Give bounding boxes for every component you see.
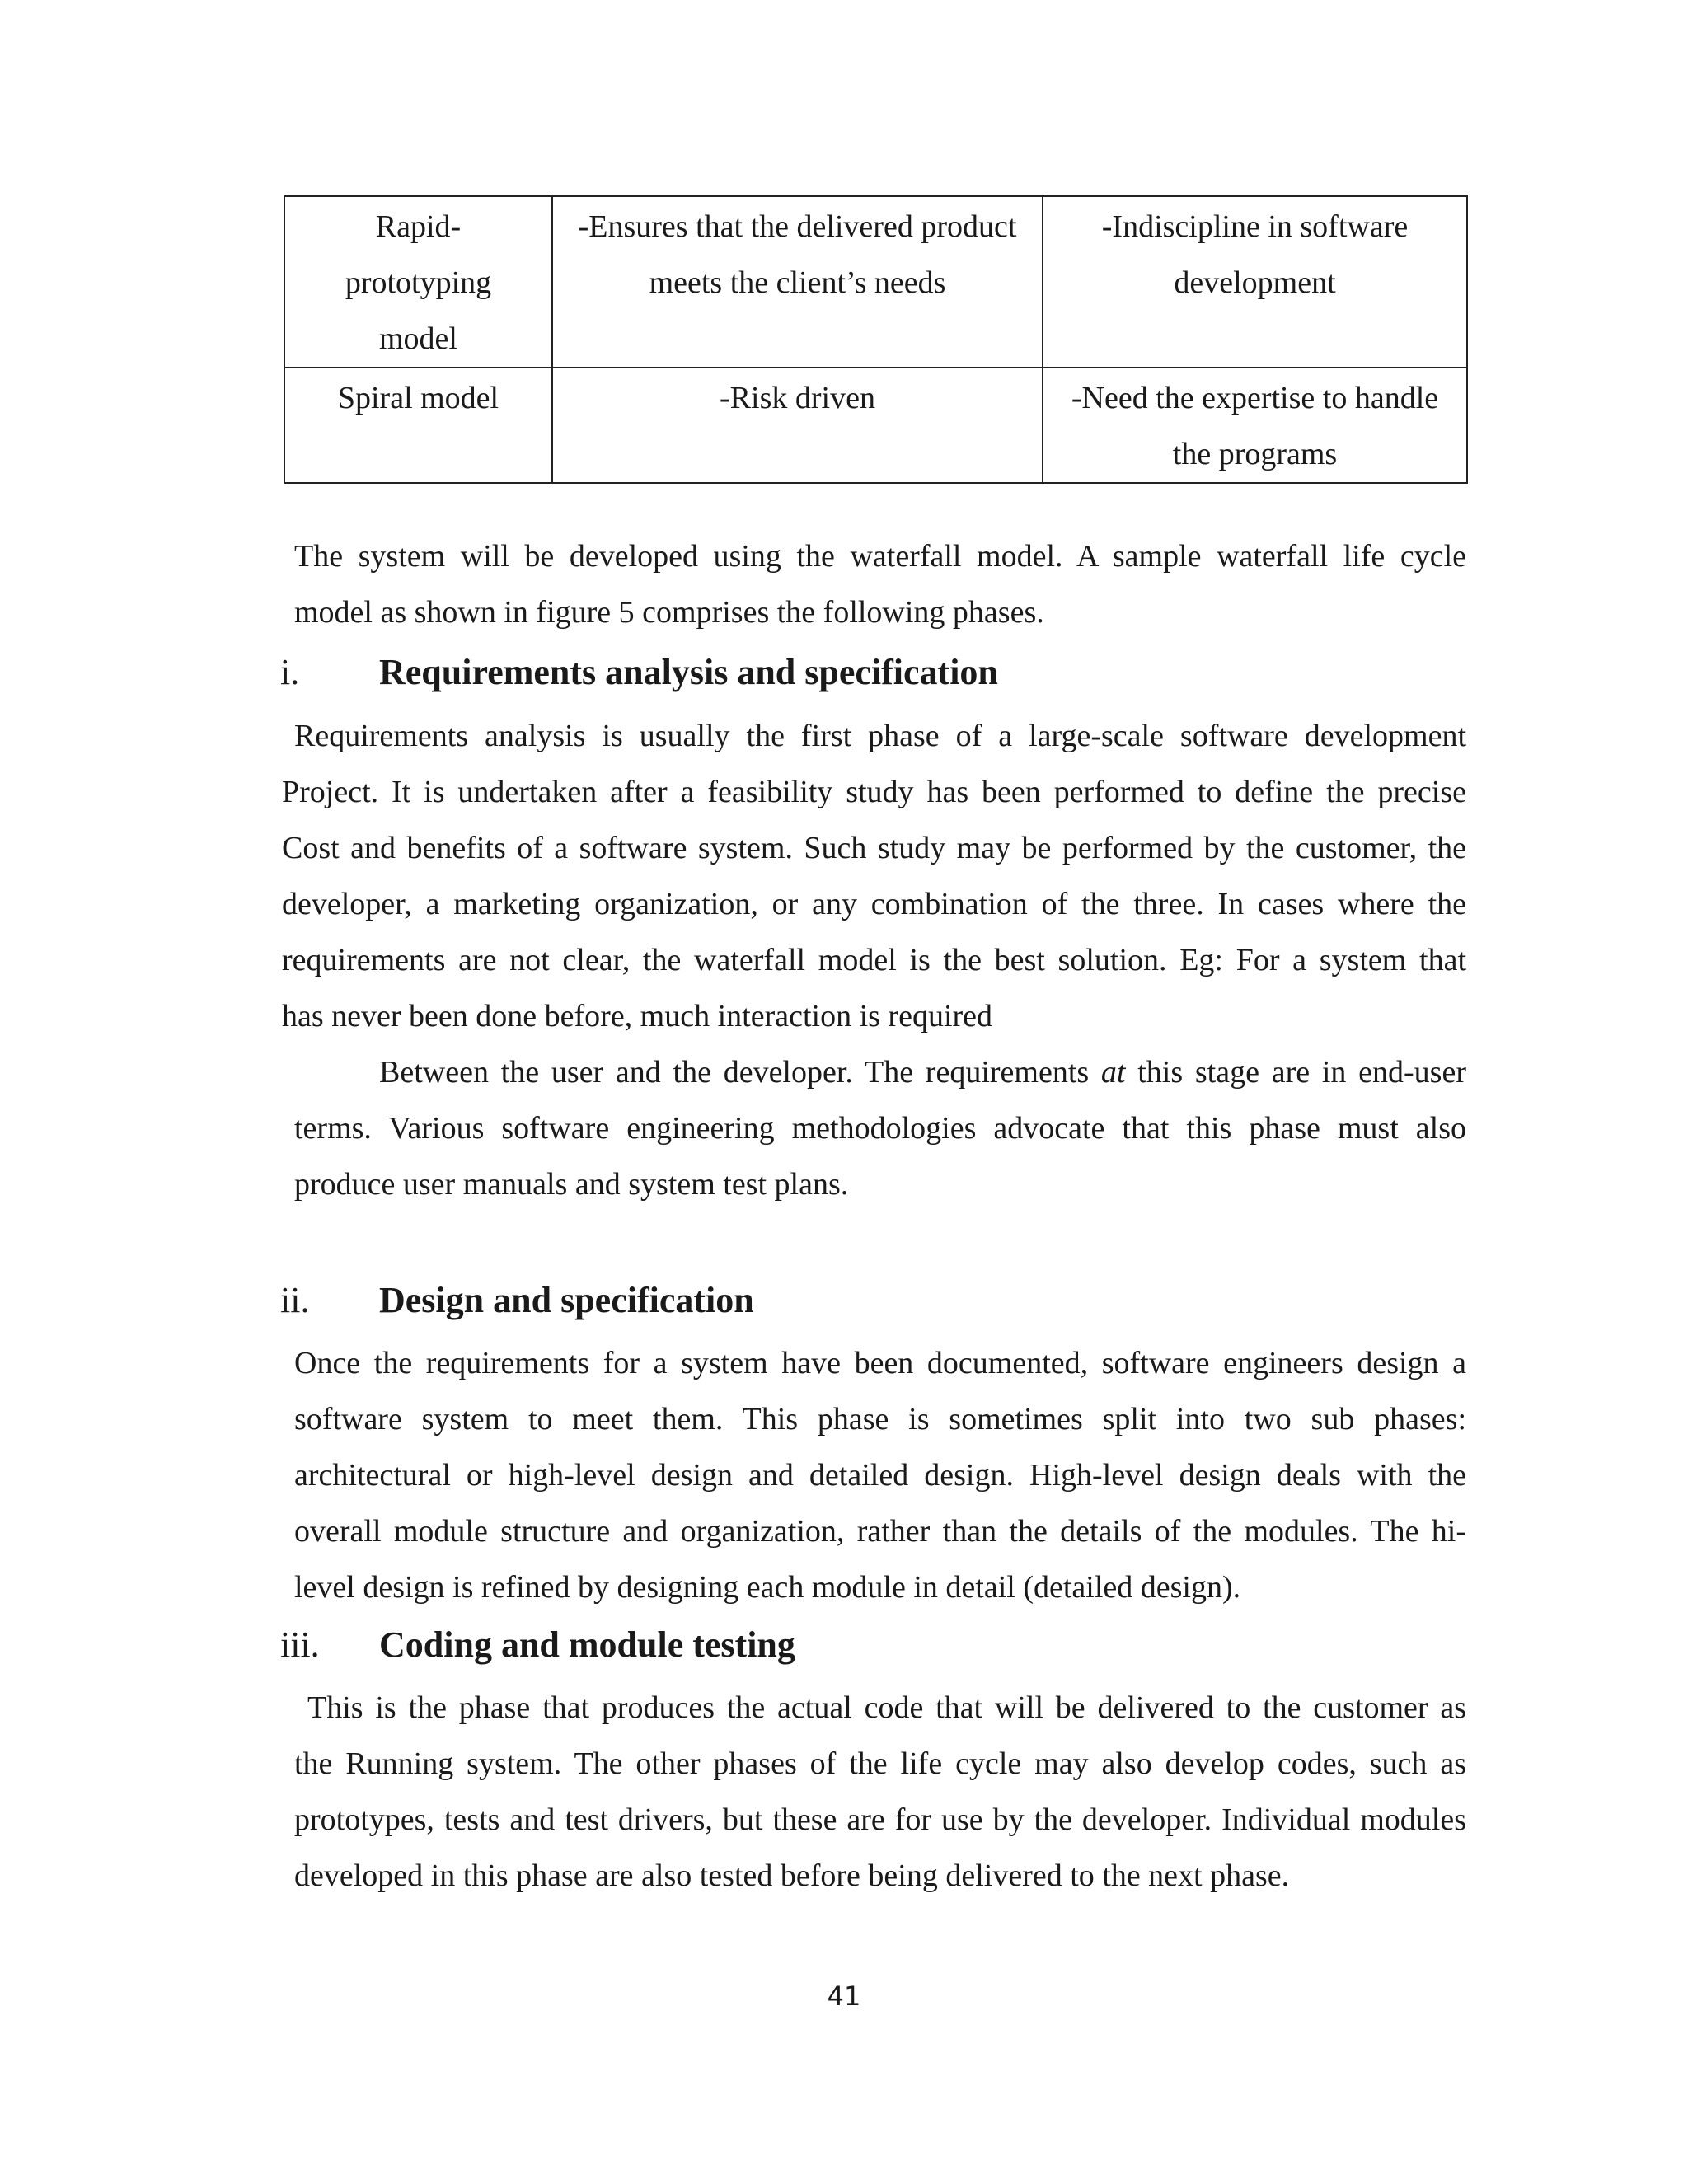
text-line: requirements are not clear, the waterfall model is the best solution. Eg: For a system that	[282, 943, 1466, 977]
section-number: i.	[280, 652, 300, 692]
advantage-cell	[552, 196, 1043, 368]
text-line: model as shown in figure 5 comprises the following phases.	[294, 595, 1044, 630]
text-line: Cost and benefits of a software system. Such study may be performed by the customer, the	[282, 831, 1466, 865]
text-line: level design is refined by designing each module in detail (detailed design).	[294, 1570, 1241, 1605]
text-line	[294, 1044, 1466, 1100]
text-line: overall module structure and organization, rather than the details of the modules. The hi-	[294, 1514, 1466, 1549]
text-line: Requirements analysis is usually the first phase of a large-scale software development	[294, 719, 1466, 753]
requirements-paragraph-2	[294, 1044, 1466, 1212]
model-name-cell	[284, 368, 552, 483]
text-line: This is the phase that produces the actual code that will be delivered to the customer as	[307, 1690, 1466, 1725]
section-number: iii.	[280, 1624, 320, 1665]
text-line: software system to meet them. This phase is sometimes split into two sub phases:	[294, 1402, 1466, 1436]
text-line: the Running system. The other phases of the life cycle may also develop codes, such as	[294, 1746, 1466, 1781]
text-line: Once the requirements for a system have been documented, software engineers design a	[294, 1346, 1466, 1380]
text-line: developed in this phase are also tested before being delivered to the next phase.	[294, 1858, 1290, 1893]
text-run: Between the user and the developer. The requirements	[379, 1055, 1101, 1090]
cell-text: prototyping	[345, 265, 492, 300]
table-row	[284, 196, 1467, 368]
cell-text: Spiral model	[337, 381, 499, 415]
text-line: terms. Various software engineering methodologies advocate that this phase must also	[294, 1111, 1466, 1146]
section-title: Coding and module testing	[379, 1624, 795, 1665]
cell-text: the programs	[1172, 437, 1338, 471]
section-title: Design and specification	[379, 1280, 754, 1320]
text-line: developer, a marketing organization, or any combination of the three. In cases where the	[282, 887, 1466, 921]
text-line: has never been done before, much interaction is required	[282, 999, 993, 1033]
page-number: 41	[827, 1980, 861, 2012]
text-run: this stage are in end-user	[1125, 1055, 1466, 1090]
design-paragraph	[294, 1335, 1466, 1615]
cell-text: -Ensures that the delivered product	[578, 209, 1017, 244]
model-name-cell	[284, 196, 552, 368]
disadvantage-cell	[1043, 368, 1467, 483]
table-row	[284, 368, 1467, 483]
text-line: Project. It is undertaken after a feasibility study has been performed to define the precise	[282, 775, 1466, 809]
disadvantage-cell	[1043, 196, 1467, 368]
text-line: The system will be developed using the waterfall model. A sample waterfall life cycle	[294, 539, 1466, 574]
text-line: prototypes, tests and test drivers, but these are for use by the developer. Individual modules	[294, 1802, 1466, 1837]
requirements-paragraph-1	[282, 708, 1466, 1044]
cell-text: model	[379, 321, 457, 356]
cell-text: -Need the expertise to handle	[1071, 381, 1439, 415]
cell-text: -Indiscipline in software	[1101, 209, 1409, 244]
models-comparison-table	[284, 195, 1468, 484]
cell-text: development	[1174, 265, 1336, 300]
coding-paragraph	[294, 1680, 1466, 1904]
text-line: produce user manuals and system test plans.	[294, 1167, 849, 1202]
section-number: ii.	[280, 1280, 310, 1320]
advantage-cell	[552, 368, 1043, 483]
cell-text: -Risk driven	[720, 381, 875, 415]
cell-text: Rapid-	[375, 209, 462, 244]
cell-text: meets the client’s needs	[649, 265, 946, 300]
section-title: Requirements analysis and specification	[379, 652, 998, 692]
text-line: architectural or high-level design and detailed design. High-level design deals with the	[294, 1458, 1466, 1493]
italic-text: at	[1100, 1055, 1126, 1090]
intro-paragraph	[294, 528, 1466, 640]
